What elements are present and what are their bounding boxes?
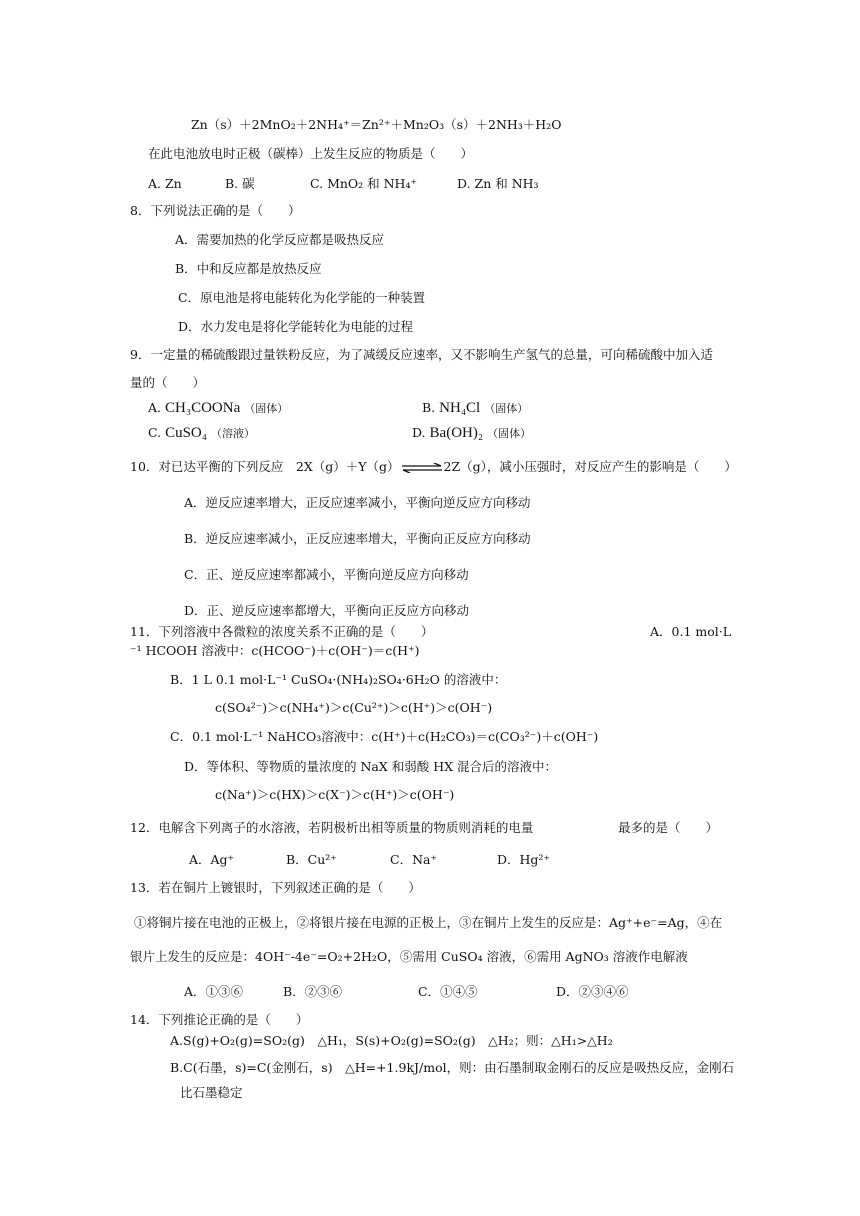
q9-option-d-letter: D. — [412, 425, 426, 440]
q9-option-b-formula: NH₄Cl — [439, 400, 481, 416]
equilibrium-arrow-icon — [402, 463, 442, 473]
q10-option-c: C．正、逆反应速率都减小，平衡向逆反应方向移动 — [184, 567, 469, 582]
q9-option-c-note: （溶液） — [210, 427, 255, 440]
q13-stem: 13．若在铜片上镀银时，下列叙述正确的是（ ） — [130, 880, 421, 895]
q10-stem-a: 10．对已达平衡的下列反应 2X（g）＋Y（g） — [130, 459, 400, 474]
q9-option-a-letter: A. — [148, 400, 162, 415]
q11-option-b: B．1 L 0.1 mol·L⁻¹ CuSO₄·(NH₄)₂SO₄·6H₂O 的溶液中： — [170, 672, 507, 687]
q13-option-d: D．②③④⑥ — [556, 984, 629, 999]
q13-option-a: A．①③⑥ — [184, 984, 244, 999]
q7-equation: Zn（s）＋2MnO₂＋2NH₄⁺＝Zn²⁺＋Mn₂O₃（s）＋2NH₃＋H₂O — [191, 117, 562, 132]
q13-option-b: B．②③⑥ — [283, 984, 343, 999]
q14-stem: 14．下列推论正确的是（ ） — [130, 1012, 309, 1027]
q12-option-a: A．Ag⁺ — [189, 852, 235, 867]
q9-option-d — [412, 425, 531, 442]
q8-option-b: B．中和反应都是放热反应 — [175, 261, 322, 276]
q10-option-b: B．逆反应速率减小，正反应速率增大，平衡向正反应方向移动 — [184, 531, 531, 546]
q11-stem: 11．下列溶液中各微粒的浓度关系不正确的是（ ） — [130, 624, 434, 639]
q12-option-d: D．Hg²⁺ — [497, 852, 551, 867]
q9-option-b-letter: B. — [422, 400, 436, 415]
q9-option-b — [422, 400, 528, 417]
q9-option-a — [148, 400, 288, 417]
q10-stem — [130, 459, 737, 475]
q8-option-a: A．需要加热的化学反应都是吸热反应 — [175, 232, 385, 247]
q11-option-d: D．等体积、等物质的量浓度的 NaX 和弱酸 HX 混合后的溶液中： — [184, 759, 558, 774]
q11-option-d-relation: c(Na⁺)＞c(HX)＞c(X⁻)＞c(H⁺)＞c(OH⁻) — [215, 787, 455, 802]
q7-option-b: B. 碳 — [225, 176, 255, 191]
q14-option-b-line1: B.C(石墨，s)=C(金刚石，s) △H=+1.9kJ/mol，则：由石墨制取金刚石的反应是吸热反应，金刚石 — [170, 1060, 735, 1075]
q9-option-c — [148, 425, 255, 442]
q9-stem-line1: 9．一定量的稀硫酸跟过量铁粉反应，为了减缓反应速率，又不影响生产氢气的总量，可向稀硫酸中加入适 — [130, 347, 713, 362]
q14-option-b-line2: 比石墨稳定 — [180, 1085, 243, 1100]
q7-option-a: A. Zn — [148, 176, 182, 191]
q13-option-c: C．①④⑤ — [418, 984, 478, 999]
q7-option-d: D. Zn 和 NH₃ — [457, 176, 539, 191]
q10-option-d: D．正、逆反应速率都增大，平衡向正反应方向移动 — [184, 603, 470, 618]
q9-option-c-letter: C. — [148, 425, 162, 440]
q9-stem-line2: 量的（ ） — [130, 375, 206, 390]
q7-option-c: C. MnO₂ 和 NH₄⁺ — [310, 176, 418, 191]
q11-option-c: C．0.1 mol·L⁻¹ NaHCO₃溶液中：c(H⁺)＋c(H₂CO₃)＝c(CO₃²⁻)＋c(OH⁻) — [170, 729, 599, 744]
q11-option-b-relation: c(SO₄²⁻)＞c(NH₄⁺)＞c(Cu²⁺)＞c(H⁺)＞c(OH⁻) — [215, 700, 493, 715]
q9-option-c-formula: CuSO₄ — [165, 425, 207, 441]
q8-option-c: C．原电池是将电能转化为化学能的一种装置 — [178, 290, 426, 305]
q13-statement-line1: ①将铜片接在电池的正极上，②将银片接在电源的正极上，③在铜片上发生的反应是：Ag⁺+e⁻=Ag，④在 — [134, 915, 723, 930]
q12-stem: 12．电解含下列离子的水溶液，若阴极析出相等质量的物质则消耗的电量 — [130, 820, 534, 835]
q7-question: 在此电池放电时正极（碳棒）上发生反应的物质是（ ） — [148, 146, 474, 161]
q13-statement-line2: 银片上发生的反应是：4OH⁻-4e⁻=O₂+2H₂O，⑤需用 CuSO₄ 溶液，⑥需用 AgNO₃ 溶液作电解液 — [130, 949, 688, 964]
q11-option-a-head: A．0.1 mol·L — [650, 624, 732, 639]
q12-stem-tail: 最多的是（ ） — [618, 820, 719, 835]
q14-option-a: A.S(g)+O₂(g)=SO₂(g) △H₁，S(s)+O₂(g)=SO₂(g) △H₂；则：△H₁>△H₂ — [170, 1033, 613, 1048]
q12-option-b: B．Cu²⁺ — [286, 852, 337, 867]
q9-option-a-formula: CH₃COONa — [165, 400, 241, 416]
q11-option-a-tail: ⁻¹ HCOOH 溶液中：c(HCOO⁻)＋c(OH⁻)＝c(H⁺) — [130, 643, 420, 658]
q8-option-d: D．水力发电是将化学能转化为电能的过程 — [178, 319, 414, 334]
q9-option-d-note: （固体） — [487, 427, 532, 440]
q12-option-c: C．Na⁺ — [390, 852, 438, 867]
q9-option-d-formula: Ba(OH)₂ — [429, 425, 484, 441]
q10-stem-b: 2Z（g），减小压强时，对反应产生的影响是（ ） — [443, 459, 737, 474]
q9-option-a-note: （固体） — [244, 402, 289, 415]
q9-option-b-note: （固体） — [484, 402, 529, 415]
q8-stem: 8．下列说法正确的是（ ） — [130, 203, 301, 218]
q10-option-a: A．逆反应速率增大，正反应速率减小，平衡向逆反应方向移动 — [184, 495, 531, 510]
